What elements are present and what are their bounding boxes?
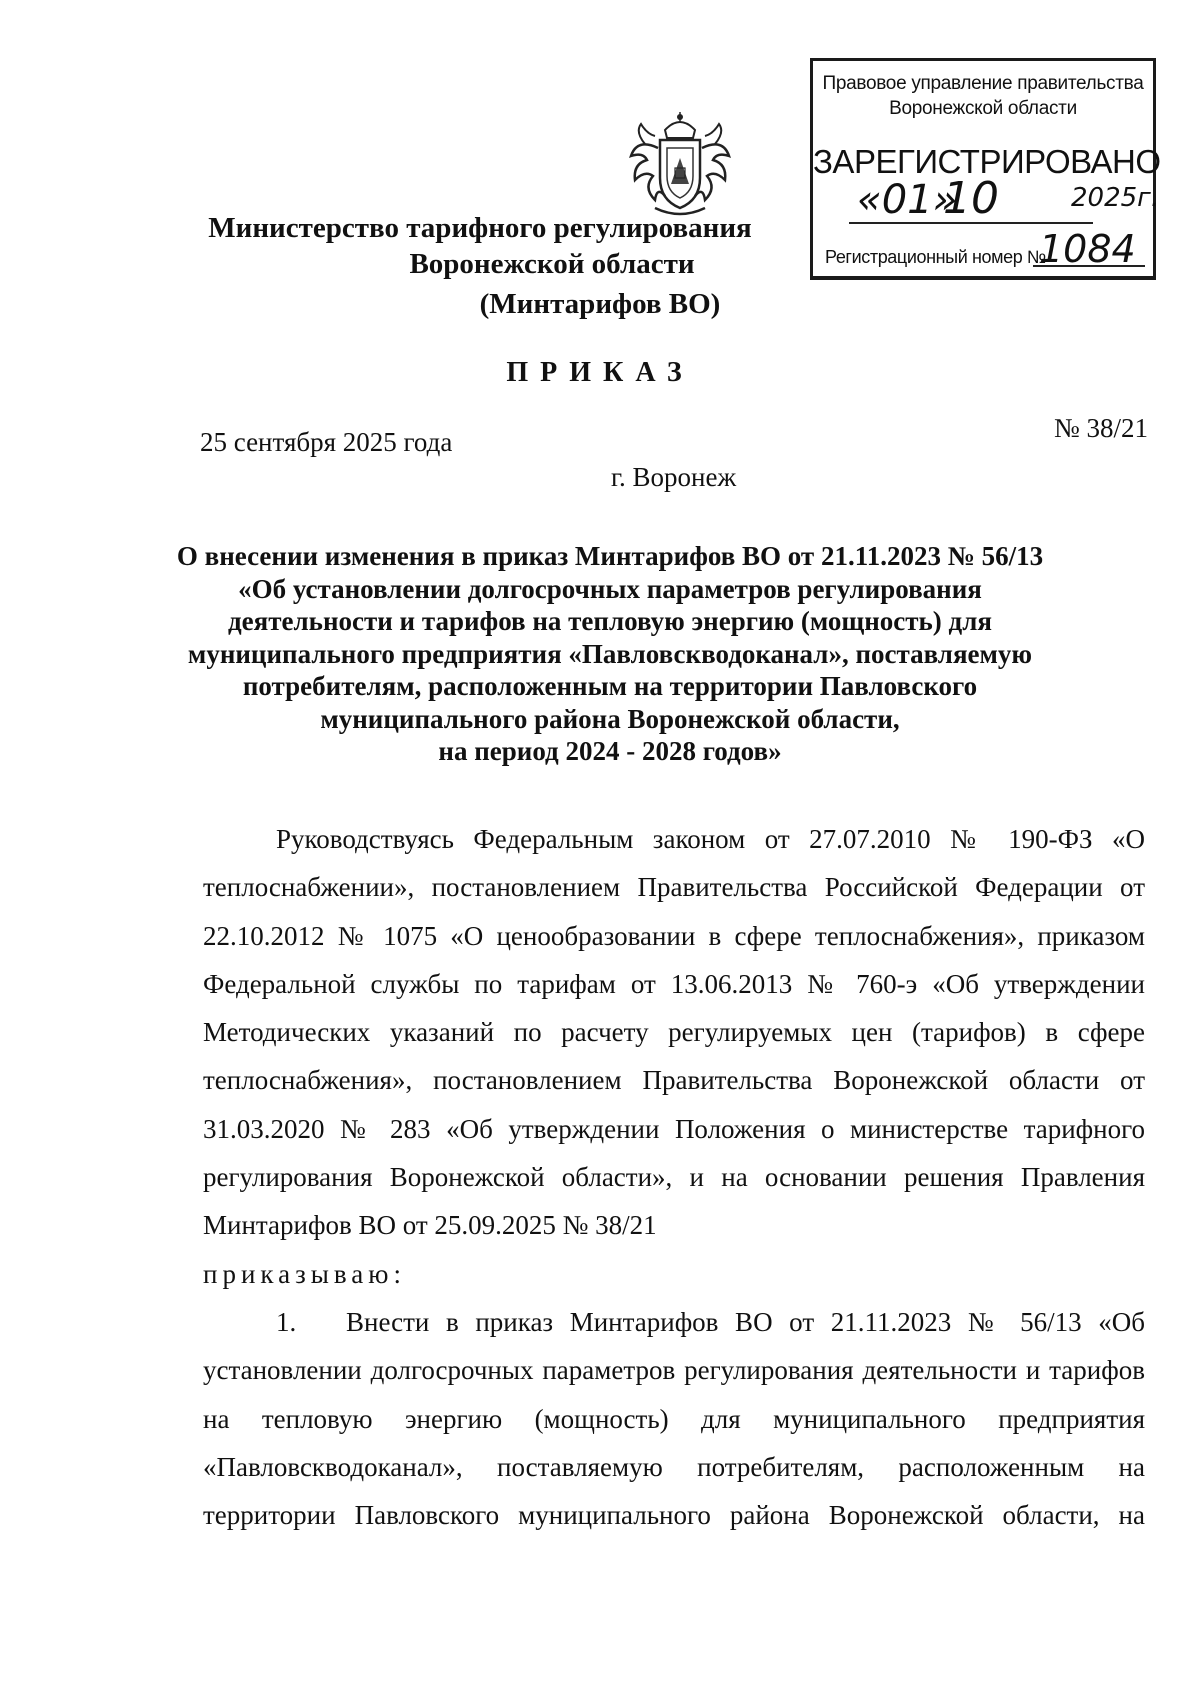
stamp-month: 10 xyxy=(943,173,999,224)
stamp-reg-number: 1084 xyxy=(1039,227,1136,271)
title-line: на период 2024 - 2028 годов» xyxy=(438,736,782,766)
stamp-date-underline xyxy=(849,222,1093,224)
decree-word: приказываю: xyxy=(203,1258,406,1289)
title-line: «Об установлении долгосрочных параметров регулирования xyxy=(238,573,982,604)
item-1-number: 1. xyxy=(276,1306,297,1337)
stamp-year: 2025г. xyxy=(1071,183,1160,213)
coat-of-arms-emblem xyxy=(625,108,735,220)
document-title xyxy=(160,540,1060,768)
document-body xyxy=(203,815,1145,1539)
preamble-paragraph: Руководствуясь Федеральным законом от 27.07.2010 № 190-ФЗ «О теплоснабжении», постановлением Правительства Российской Федерации от 22.10.2012 № 1075 «О ценообразовании в сфере теплоснабжения», приказом Федеральной службы по тарифам от 13.06.2013 № 760-э «Об утверждении Методических указаний по расчету регулируемых цен (тарифов) в сфере теплоснабжения», постановлением Правительства Воронежской области от 31.03.2020 № 283 «Об утверждении Положения о министерстве тарифного регулирования Воронежской области», и на основании решения Правления Минтарифов ВО от 25.09.2025 № 38/21 xyxy=(203,824,1145,1241)
document-date: 25 сентября 2025 года xyxy=(200,427,453,457)
org-name-line2: Воронежской области xyxy=(409,248,695,280)
item-1-paragraph xyxy=(203,1298,1145,1539)
stamp-reg-underline xyxy=(1033,265,1145,267)
registration-stamp xyxy=(810,58,1161,280)
org-short-name: (Минтарифов ВО) xyxy=(479,288,721,320)
title-line: деятельности и тарифов на тепловую энергию (мощность) для xyxy=(228,606,992,636)
title-line: муниципального предприятия «Павловскводоканал», поставляемую xyxy=(187,638,1033,669)
document-number: № 38/21 xyxy=(1053,413,1148,443)
title-line: муниципального района Воронежской области, xyxy=(320,703,900,734)
org-name-line1: Министерство тарифного регулирования xyxy=(208,212,752,244)
stamp-day: «01» xyxy=(857,177,958,223)
stamp-status: ЗАРЕГИСТРИРОВАНО xyxy=(813,143,1161,180)
document-type: ПРИКАЗ xyxy=(506,357,694,388)
stamp-department-line1: Правовое управление правительства xyxy=(822,73,1144,94)
item-1-text: Внести в приказ Минтарифов ВО от 21.11.2023 № 56/13 «Об установлении долгосрочных параметров регулирования деятельности и тарифов на тепловую энергию (мощность) для муниципального предприятия «Павловскводоканал», поставляемую потребителям, расположенным на территории Павловского муниципального района Воронежской области, на xyxy=(203,1306,1145,1531)
title-line: потребителям, расположенным на территории Павловского xyxy=(242,671,978,701)
stamp-department-line2: Воронежской области xyxy=(889,98,1077,119)
stamp-reg-label: Регистрационный номер № xyxy=(825,247,1046,267)
document-city: г. Воронеж xyxy=(611,462,737,492)
title-line: О внесении изменения в приказ Минтарифов ВО от 21.11.2023 № 56/13 xyxy=(176,541,1044,571)
